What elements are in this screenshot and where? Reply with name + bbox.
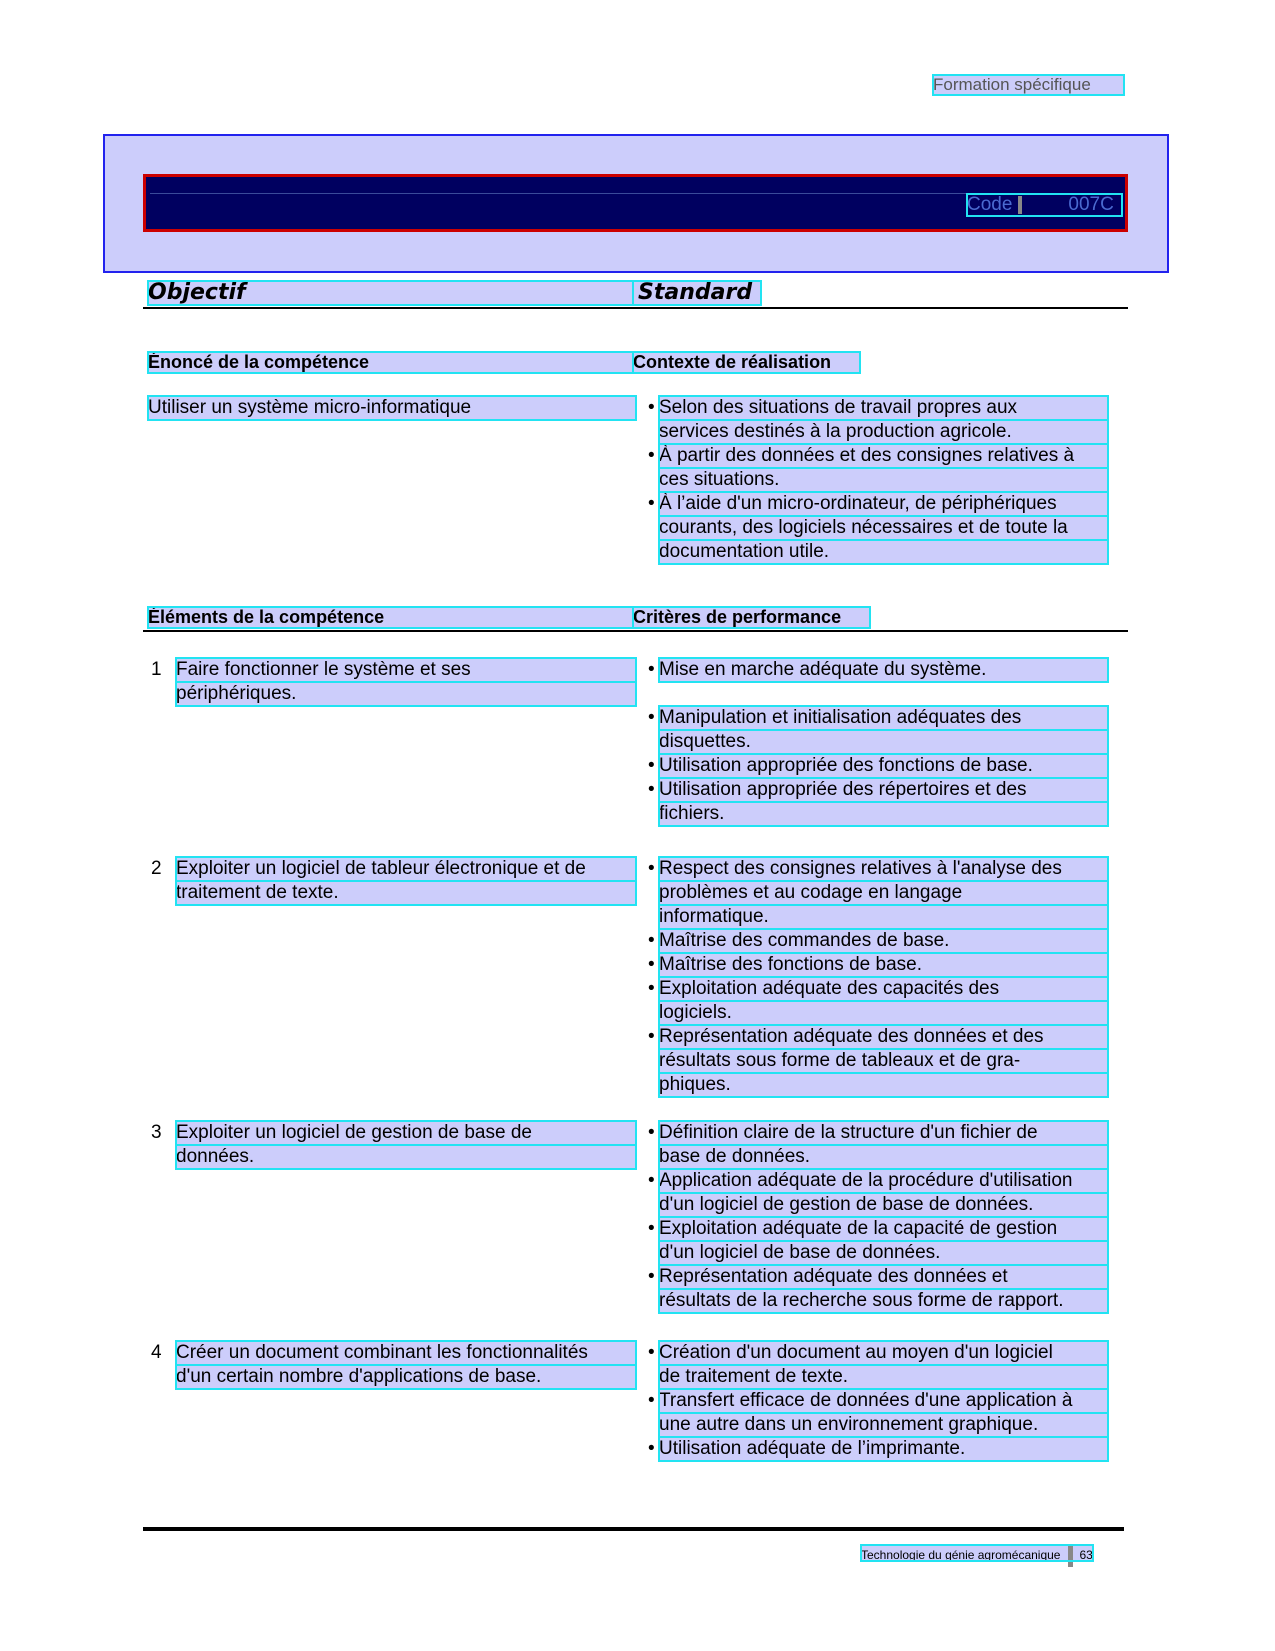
- criteria-heading: Critères de performance: [633, 607, 870, 628]
- context-bullet: •: [648, 445, 655, 466]
- element-number: 1: [151, 659, 162, 680]
- footer-separator: [1068, 1545, 1073, 1567]
- element-number: 2: [151, 858, 162, 879]
- criterion-line: Maîtrise des fonctions de base.: [659, 953, 1108, 977]
- criterion-bullet: •: [648, 779, 655, 800]
- criterion-bullet: •: [648, 1342, 655, 1363]
- criterion-bullet: •: [648, 1438, 655, 1459]
- context-line: À partir des données et des consignes relatives à: [659, 444, 1108, 468]
- element-line: Exploiter un logiciel de gestion de base de: [176, 1121, 636, 1145]
- criterion-line: Utilisation appropriée des répertoires et des: [659, 778, 1108, 802]
- element-line: traitement de texte.: [176, 881, 636, 905]
- column-title-objectif: Objectif: [148, 281, 633, 305]
- page-number: 63: [1079, 1548, 1093, 1563]
- criterion-line: Transfert efficace de données d'une application à: [659, 1389, 1108, 1413]
- criterion-line: Exploitation adéquate de la capacité de gestion: [659, 1217, 1108, 1241]
- statement-heading: Énoncé de la compétence: [148, 352, 633, 373]
- criterion-line: problèmes et au codage en langage: [659, 881, 1108, 905]
- criterion-line: Application adéquate de la procédure d'utilisation: [659, 1169, 1108, 1193]
- criterion-line: résultats sous forme de tableaux et de gra-: [659, 1049, 1108, 1073]
- page-footer: [861, 1545, 1093, 1561]
- criterion-line: logiciels.: [659, 1001, 1108, 1025]
- criterion-bullet: •: [648, 1026, 655, 1047]
- context-heading: Contexte de réalisation: [633, 352, 860, 373]
- element-number: 3: [151, 1122, 162, 1143]
- context-bullet: •: [648, 493, 655, 514]
- element-line: Faire fonctionner le système et ses: [176, 658, 636, 682]
- criterion-line: Exploitation adéquate des capacités des: [659, 977, 1108, 1001]
- criterion-bullet: •: [648, 954, 655, 975]
- criterion-line: Création d'un document au moyen d'un logiciel: [659, 1341, 1108, 1365]
- context-line: documentation utile.: [659, 540, 1108, 564]
- criterion-bullet: •: [648, 1122, 655, 1143]
- competency-code: [967, 194, 1122, 216]
- criterion-line: phiques.: [659, 1073, 1108, 1097]
- element-number: 4: [151, 1342, 162, 1363]
- context-line: services destinés à la production agricole.: [659, 420, 1108, 444]
- context-line: ces situations.: [659, 468, 1108, 492]
- criterion-bullet: •: [648, 659, 655, 680]
- criterion-bullet: •: [648, 1218, 655, 1239]
- criterion-line: Utilisation adéquate de l’imprimante.: [659, 1437, 1108, 1461]
- context-bullet: •: [648, 397, 655, 418]
- criterion-line: Respect des consignes relatives à l'analyse des: [659, 857, 1108, 881]
- criterion-bullet: •: [648, 978, 655, 999]
- criterion-line: Représentation adéquate des données et: [659, 1265, 1108, 1289]
- criterion-line: Manipulation et initialisation adéquates des: [659, 706, 1108, 730]
- element-line: données.: [176, 1145, 636, 1169]
- criterion-bullet: •: [648, 1170, 655, 1191]
- footer-rule: [143, 1527, 1124, 1531]
- criterion-line: Définition claire de la structure d'un fichier de: [659, 1121, 1108, 1145]
- header-rule: [143, 307, 1128, 309]
- criterion-line: de traitement de texte.: [659, 1365, 1108, 1389]
- footer-program: Technologie du génie agromécanique: [861, 1548, 1061, 1563]
- code-value: 007C: [1068, 194, 1114, 215]
- criterion-bullet: •: [648, 1390, 655, 1411]
- element-line: périphériques.: [176, 682, 636, 706]
- context-line: courants, des logiciels nécessaires et de toute la: [659, 516, 1108, 540]
- criterion-bullet: •: [648, 1266, 655, 1287]
- criterion-bullet: •: [648, 930, 655, 951]
- criterion-line: d'un logiciel de gestion de base de données.: [659, 1193, 1108, 1217]
- criterion-line: Représentation adéquate des données et des: [659, 1025, 1108, 1049]
- criterion-line: résultats de la recherche sous forme de rapport.: [659, 1289, 1108, 1313]
- criterion-line: une autre dans un environnement graphique.: [659, 1413, 1108, 1437]
- element-line: d'un certain nombre d'applications de base.: [176, 1365, 636, 1389]
- criterion-line: base de données.: [659, 1145, 1108, 1169]
- element-line: Créer un document combinant les fonctionnalités: [176, 1341, 636, 1365]
- context-line: Selon des situations de travail propres aux: [659, 396, 1108, 420]
- section-title: Formation spécifique: [933, 75, 1124, 95]
- criterion-line: informatique.: [659, 905, 1108, 929]
- column-title-standard: Standard: [633, 281, 761, 305]
- context-line: À l’aide d'un micro-ordinateur, de périphériques: [659, 492, 1108, 516]
- elements-heading: Éléments de la compétence: [148, 607, 633, 628]
- criterion-line: Mise en marche adéquate du système.: [659, 658, 1108, 682]
- code-bar: [143, 174, 1128, 232]
- criterion-line: Maîtrise des commandes de base.: [659, 929, 1108, 953]
- element-line: Exploiter un logiciel de tableur électronique et de: [176, 857, 636, 881]
- criterion-line: fichiers.: [659, 802, 1108, 826]
- code-label: Code: [967, 194, 1013, 215]
- criterion-line: disquettes.: [659, 730, 1108, 754]
- criterion-bullet: •: [648, 755, 655, 776]
- criterion-line: d'un logiciel de base de données.: [659, 1241, 1108, 1265]
- code-separator: [1018, 196, 1022, 214]
- criterion-line: Utilisation appropriée des fonctions de base.: [659, 754, 1108, 778]
- criterion-bullet: •: [648, 858, 655, 879]
- competency-statement: Utiliser un système micro-informatique: [148, 396, 636, 420]
- criterion-bullet: •: [648, 707, 655, 728]
- elements-rule: [143, 630, 1128, 632]
